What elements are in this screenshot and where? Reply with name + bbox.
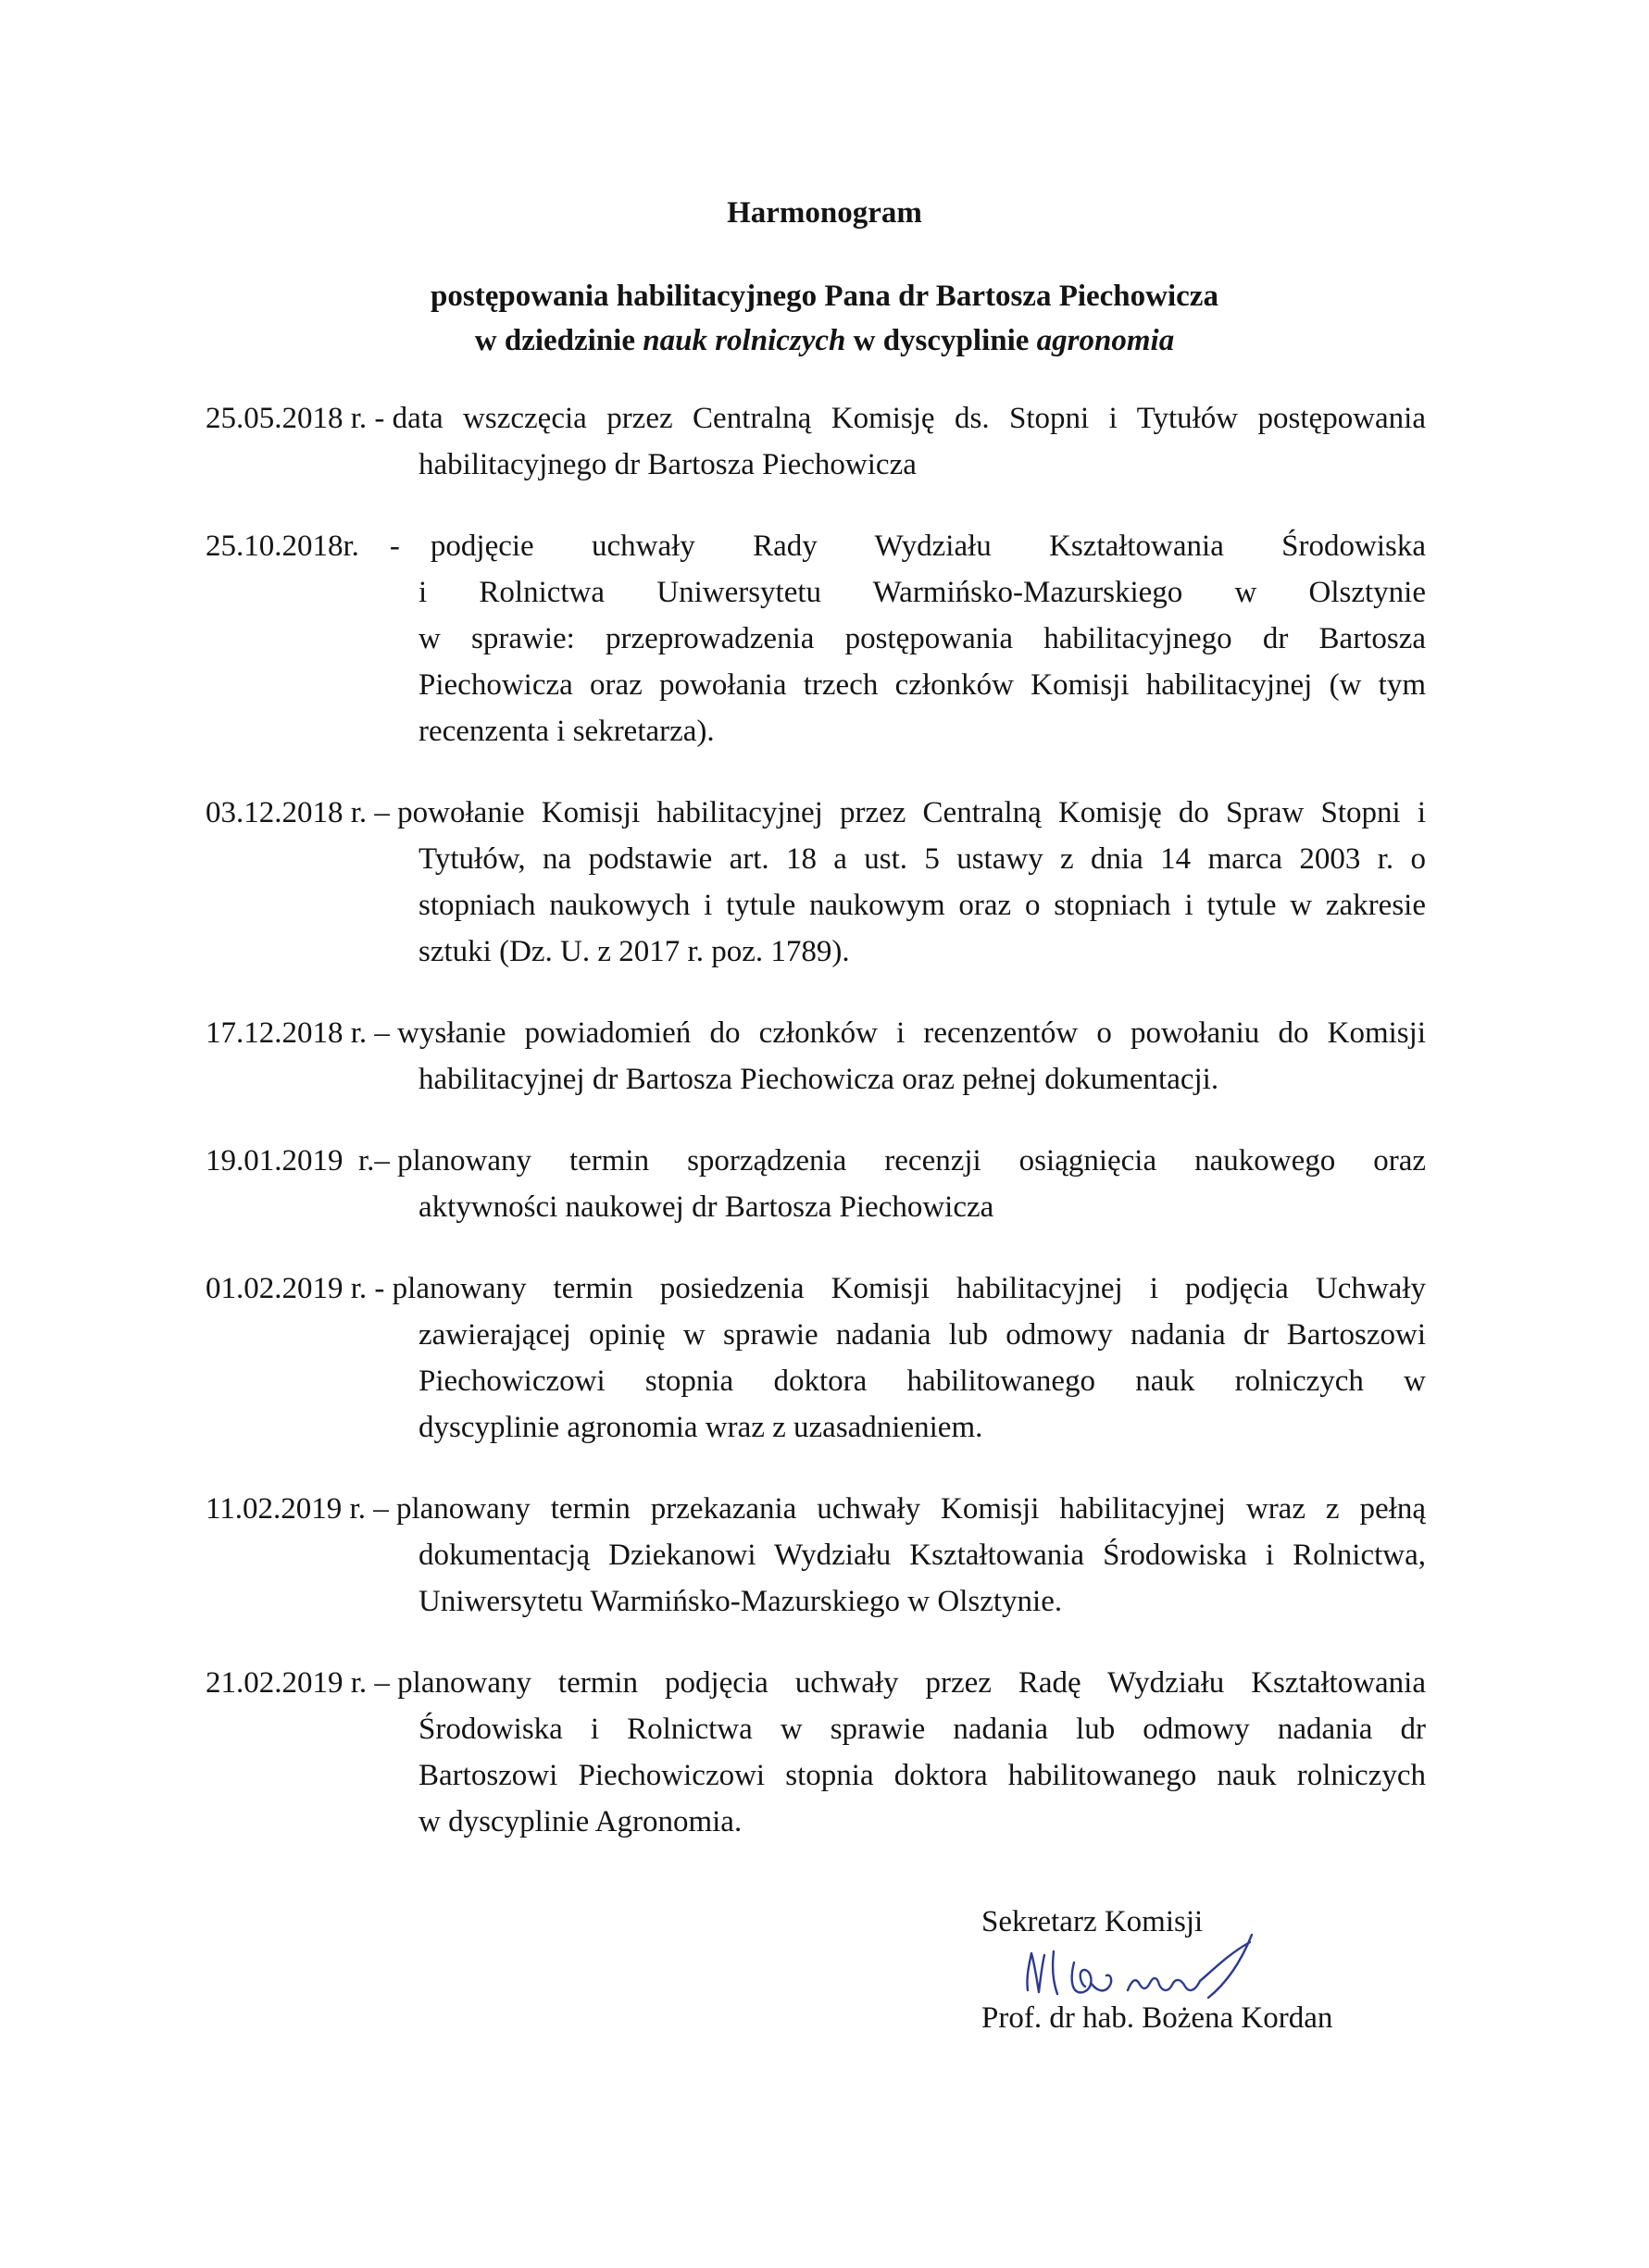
entry-text-line: Piechowicza oraz powołania trzech członków Komisji habilitacyjnej (w tym: [418, 668, 1426, 702]
entry-date: 17.12.2018 r. –: [206, 1016, 398, 1050]
document-title: Harmonogram: [727, 196, 922, 230]
entry-date: 03.12.2018 r. –: [206, 796, 398, 829]
schedule-entry: [206, 395, 1426, 488]
entry-text-line: dyscyplinie agronomia wraz z uzasadnieniem.: [418, 1411, 983, 1444]
entry-date: 11.02.2019 r. –: [206, 1492, 396, 1526]
entry-text: wysłanie powiadomień do członków i recenzentów o powołaniu do Komisji: [397, 1016, 1426, 1050]
signatory-name: Prof. dr hab. Bożena Kordan: [981, 2001, 1333, 2035]
subtitle-line-1: postępowania habilitacyjnego Pana dr Bartosza Piechowicza: [431, 280, 1218, 313]
subtitle-line-2: [0, 318, 1649, 363]
schedule-entry: [206, 1486, 1426, 1625]
entry-date: 21.02.2019 r. –: [206, 1666, 398, 1700]
entry-date: 25.10.2018r. -: [206, 530, 431, 563]
entry-text-line: dokumentacją Dziekanowi Wydziału Kształtowania Środowiska i Rolnictwa,: [418, 1539, 1426, 1572]
signature-block: [981, 1898, 1332, 2042]
entry-text: planowany termin sporządzenia recenzji osiągnięcia naukowego oraz: [397, 1144, 1426, 1178]
signatory-role: Sekretarz Komisji: [981, 1905, 1204, 1938]
entry-text: podjęcie uchwały Rady Wydziału Kształtowania Środowiska: [430, 530, 1426, 563]
entry-text: planowany termin przekazania uchwały Komisji habilitacyjnej wraz z pełną: [395, 1492, 1426, 1526]
schedule-entry: [206, 1660, 1426, 1845]
subtitle-field: nauk rolniczych: [643, 324, 846, 357]
entry-text-line: i Rolnictwa Uniwersytetu Warmińsko-Mazurskiego w Olsztynie: [418, 576, 1426, 609]
entry-text-line: w dyscyplinie Agronomia.: [418, 1805, 743, 1838]
entry-text-line: habilitacyjnej dr Bartosza Piechowicza oraz pełnej dokumentacji.: [418, 1063, 1219, 1096]
subtitle-text-a: w dziedzinie: [474, 324, 643, 357]
entry-text-line: zawierającej opinię w sprawie nadania lub odmowy nadania dr Bartoszowi: [418, 1318, 1426, 1352]
schedule-list: [206, 395, 1426, 1845]
entry-text-line: stopniach naukowych i tytule naukowym oraz o stopniach i tytule w zakresie: [418, 889, 1426, 922]
entry-text-line: Środowiska i Rolnictwa w sprawie nadania lub odmowy nadania dr: [418, 1713, 1426, 1746]
entry-date: 01.02.2019 r. -: [206, 1272, 393, 1305]
schedule-entry: [206, 1138, 1426, 1230]
subtitle-text-c: w dyscyplinie: [845, 324, 1037, 357]
entry-text-line: Tytułów, na podstawie art. 18 a ust. 5 ustawy z dnia 14 marca 2003 r. o: [418, 842, 1426, 876]
entry-text-line: aktywności naukowej dr Bartosza Piechowicza: [418, 1190, 994, 1224]
entry-text: data wszczęcia przez Centralną Komisję ds. Stopni i Tytułów postępowania: [392, 402, 1426, 435]
entry-text: planowany termin posiedzenia Komisji habilitacyjnej i podjęcia Uchwały: [392, 1272, 1426, 1305]
document-subtitle: [0, 274, 1649, 363]
subtitle-discipline: agronomia: [1036, 324, 1175, 357]
schedule-entry: [206, 1265, 1426, 1451]
entry-text-line: Piechowiczowi stopnia doktora habilitowanego nauk rolniczych w: [418, 1365, 1426, 1398]
schedule-entry: [206, 790, 1426, 975]
schedule-entry: [206, 1010, 1426, 1103]
entry-text-line: w sprawie: przeprowadzenia postępowania habilitacyjnego dr Bartosza: [418, 622, 1426, 655]
signature-space: [981, 1946, 1332, 1994]
entry-text-line: Uniwersytetu Warmińsko-Mazurskiego w Olsztynie.: [418, 1585, 1063, 1618]
entry-text: planowany termin podjęcia uchwały przez Radę Wydziału Kształtowania: [397, 1666, 1426, 1700]
entry-date: 19.01.2019 r.–: [206, 1144, 398, 1178]
entry-text-line: habilitacyjnego dr Bartosza Piechowicza: [418, 448, 917, 481]
entry-date: 25.05.2018 r. -: [206, 402, 393, 435]
entry-text-line: recenzenta i sekretarza).: [418, 715, 715, 748]
entry-text-line: Bartoszowi Piechowiczowi stopnia doktora habilitowanego nauk rolniczych: [418, 1759, 1426, 1792]
entry-text: powołanie Komisji habilitacyjnej przez Centralną Komisję do Spraw Stopni i: [397, 796, 1426, 829]
entry-text-line: sztuki (Dz. U. z 2017 r. poz. 1789).: [418, 935, 850, 968]
schedule-entry: [206, 523, 1426, 754]
